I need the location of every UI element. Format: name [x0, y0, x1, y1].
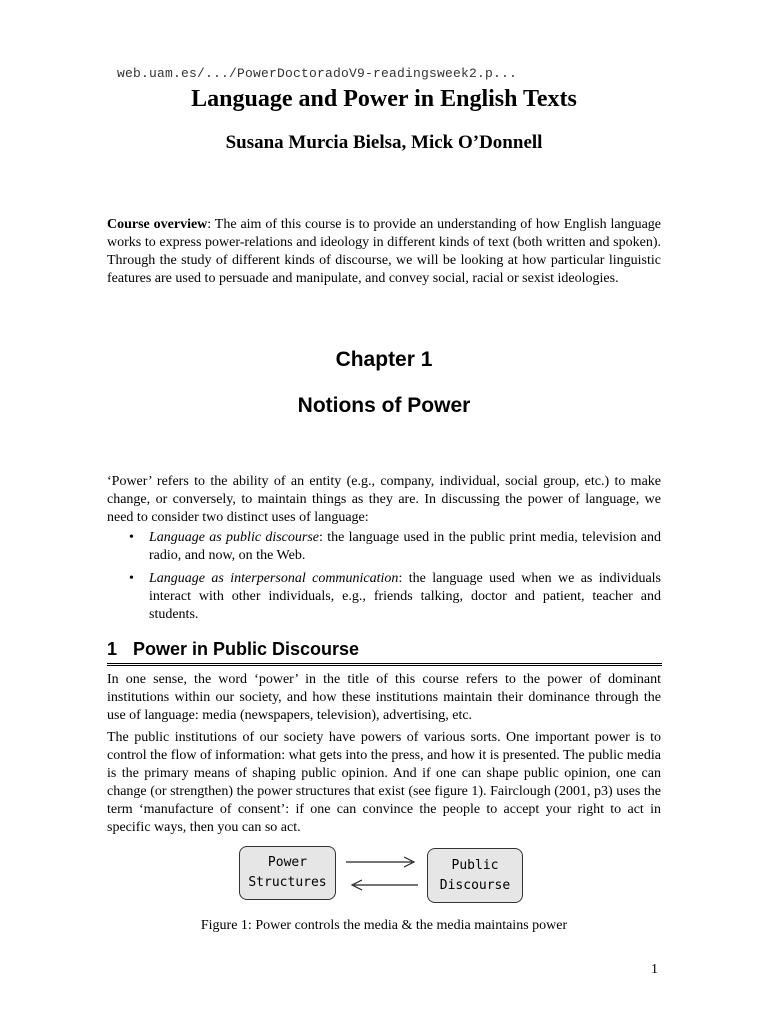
bullet-icon: • — [129, 571, 134, 586]
course-overview-label: Course overview — [107, 217, 208, 232]
list-item-term: Language as interpersonal communication — [149, 571, 399, 586]
list-item-text: : the language used in the public print media, television and radio, and now, on the Web. — [149, 530, 661, 563]
section-heading — [107, 639, 662, 666]
section-paragraph-2: The public institutions of our society have powers of various sorts. One important power is to control the flow of information: what gets into the press, and how it is presented. The public media is the primary means of shaping public opinion. And if one can shape public opinion, one can change (or strengthen) the power structures that exist (see figure 1). Fairclough (2001, p3) uses the term ‘manufacture of consent’: if one can convince the people to accept your right to act in specific ways, then you can so act. — [107, 730, 661, 835]
section-number: 1 — [107, 639, 118, 659]
public-discourse-box — [427, 848, 523, 903]
course-overview-text: : The aim of this course is to provide an understanding of how English language works to express power-relations and ideology in different kinds of text (both written and spoken). Through the study of different kinds of discourse, we will be looking at how particular linguistic features are used to persuade and manipulate, and convey social, racial or sexist ideologies. — [107, 217, 661, 286]
figure-arrows — [340, 852, 424, 892]
section-paragraph-1: In one sense, the word ‘power’ in the title of this course refers to the power of dominant institutions within our society, and how these institutions maintain their dominance through the use of language: media (newspapers, television), advertising, etc. — [107, 672, 661, 723]
document-title: Language and Power in English Texts — [191, 86, 577, 112]
course-overview — [107, 216, 661, 288]
figure-caption: Figure 1: Power controls the media & the media maintains power — [200, 918, 568, 933]
list-item-text: : the language used when we as individuals interact with other individuals, e.g., friends talking, doctor and patient, teacher and students. — [149, 571, 661, 622]
document-authors: Susana Murcia Bielsa, Mick O’Donnell — [225, 132, 543, 153]
uses-of-language-list — [107, 529, 661, 629]
list-item — [107, 570, 661, 624]
source-url: web.uam.es/.../PowerDoctoradoV9-readingsweek2.p... — [117, 66, 518, 81]
box-label-line: Structures — [248, 875, 327, 890]
box-label-line: Discourse — [439, 877, 511, 893]
box-label-line: Public — [451, 857, 499, 873]
bullet-icon: • — [129, 530, 134, 545]
box-label-line: Power — [267, 855, 308, 870]
list-item — [107, 529, 661, 565]
intro-paragraph: ‘Power’ refers to the ability of an entity (e.g., company, individual, social group, etc.) to make change, or conversely, to maintain things as they are. In discussing the power of language, we need to consider two distinct uses of language: — [107, 474, 661, 525]
list-item-term: Language as public discourse — [149, 530, 320, 545]
page-number: 1 — [651, 962, 658, 977]
power-structures-box — [239, 846, 336, 900]
chapter-title: Notions of Power — [297, 394, 471, 417]
section-title: Power in Public Discourse — [133, 639, 360, 659]
chapter-number: Chapter 1 — [335, 348, 433, 371]
